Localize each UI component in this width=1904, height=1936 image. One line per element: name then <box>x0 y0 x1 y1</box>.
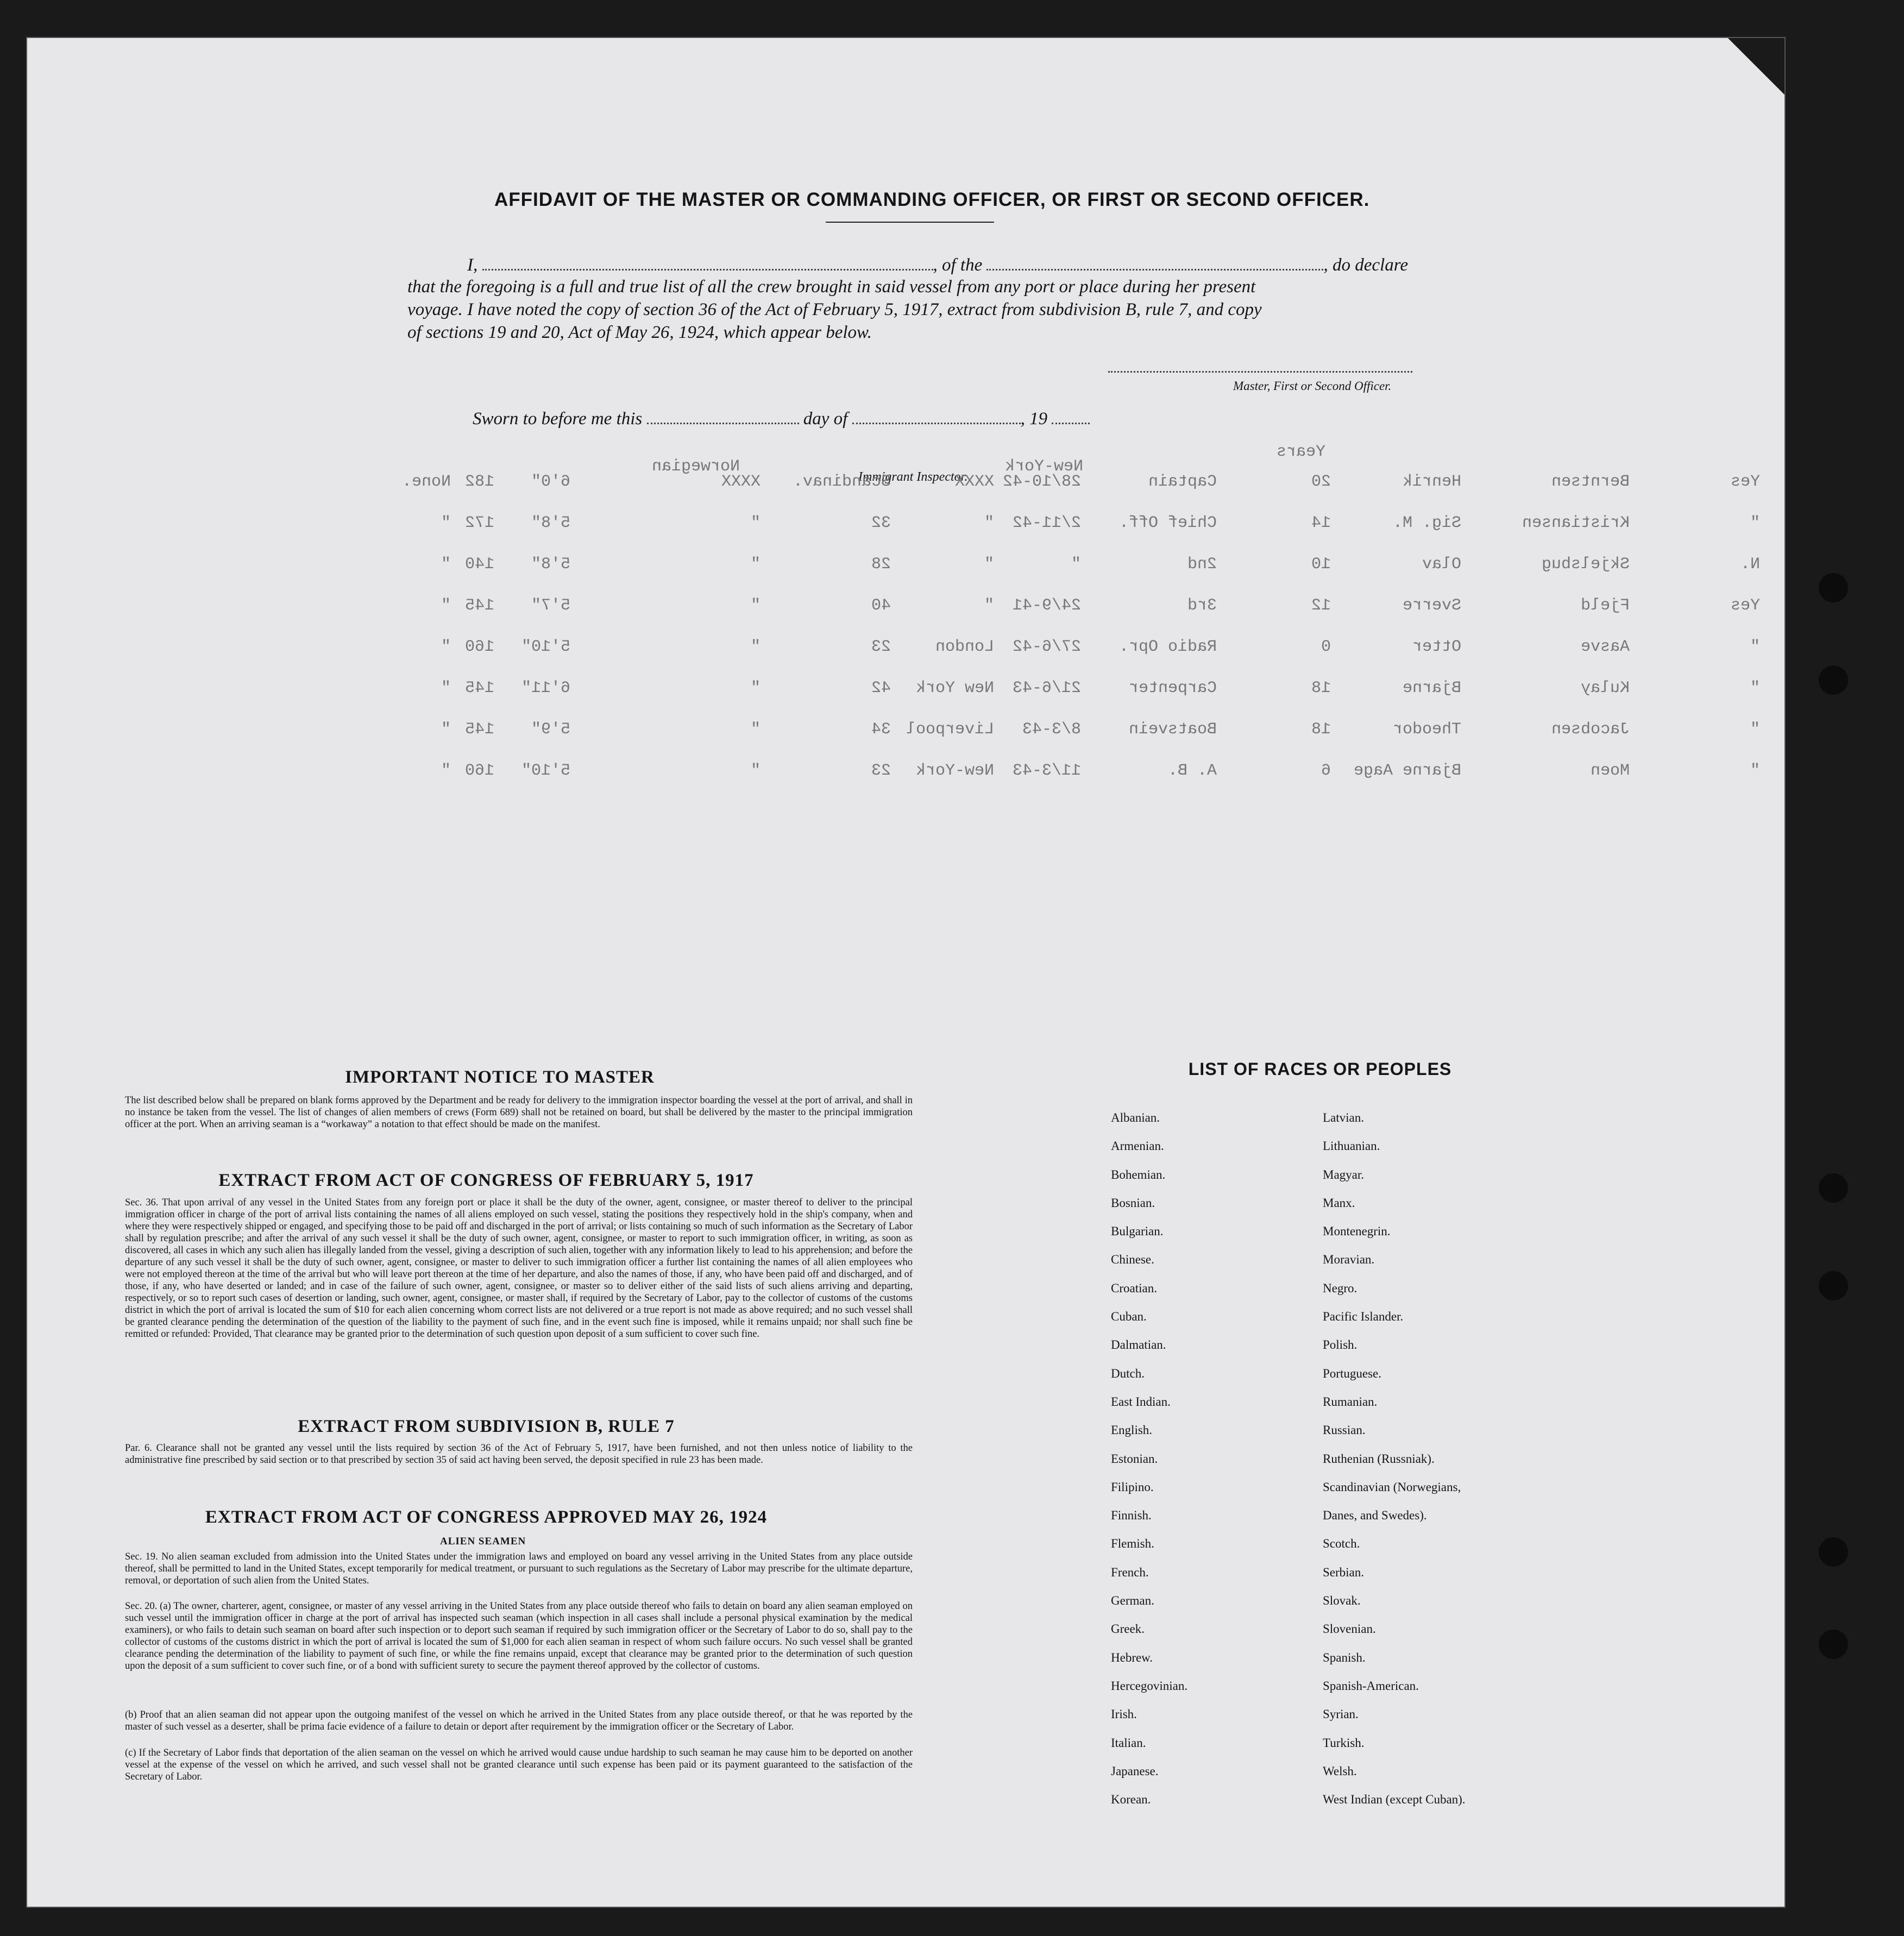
races-column-2 <box>1323 1104 1466 1814</box>
ghost-cell: " <box>751 555 761 574</box>
race-item: Latvian. <box>1323 1111 1364 1124</box>
ghost-cell: 5'8" <box>531 555 571 574</box>
ghost-cell: London <box>935 638 995 656</box>
affidavit-line-2: that the foregoing is a full and true list of all the crew brought in said vessel from any port or place during her present <box>407 277 1256 297</box>
race-item: Russian. <box>1323 1423 1366 1437</box>
race-item: Hercegovinian. <box>1111 1679 1188 1693</box>
ghost-cell: 40 <box>871 596 891 615</box>
ghost-cell: 6'0" <box>531 473 571 491</box>
race-item: Armenian. <box>1111 1139 1164 1153</box>
ghost-cell: " <box>751 514 761 532</box>
race-item: Welsh. <box>1323 1764 1357 1778</box>
ghost-cell: Aasve <box>1581 638 1630 656</box>
sworn-line <box>473 406 1179 430</box>
ghost-cell: 6 <box>1321 762 1331 780</box>
race-item: Filipino. <box>1111 1480 1154 1494</box>
race-item: East Indian. <box>1111 1394 1171 1409</box>
ghost-cell: Chief Off. <box>1119 514 1217 532</box>
race-item: Serbian. <box>1323 1565 1365 1579</box>
ghost-cell: " <box>1750 514 1761 532</box>
sec20c-text: (c) If the Secretary of Labor finds that deportation of the alien seaman on the vessel on which he arrived would cause undue hardship to such seaman he may cause him to be deported on another vessel at the expense of the vessel on which he arrived, and such vessel shall not be granted clearance until such expense has been paid or its payment guaranteed to the satisfaction of the Secretary of Labor. <box>125 1748 913 1782</box>
ghost-cell: 11/3-43 <box>1013 762 1082 780</box>
ghost-cell: A. B. <box>1168 762 1217 780</box>
race-item: Japanese. <box>1111 1764 1159 1778</box>
race-item: Albanian. <box>1111 1111 1160 1124</box>
sworn-day-field[interactable] <box>647 406 799 424</box>
race-item: Portuguese. <box>1323 1366 1381 1380</box>
sec20a-text: Sec. 20. (a) The owner, charterer, agent, consignee, or master of any vessel arriving in the United States from any place outside thereof who fails to detain on board any alien seaman employed on such vessel until the immigration officer in charge at the port of arrival has inspected such seaman (which inspection in all cases shall include a personal physical examination by the medical examiners), or who fails to detain such seaman on board after such inspection or to deport such seaman if required by such immigration officer or the Secretary of Labor to do so, shall pay to the collector of customs of the customs district in which the port of arrival is located the sum of $1,000 for each alien seaman in respect of whom such failure occurs. No such vessel shall be granted clearance pending the determination of the liability to payment of such fine, or while the fine remains unpaid, except that clearance may be granted prior to the determination of such question upon the deposit of a sum sufficient to cover such fine, or of a bond with sufficient surety to secure the payment thereof approved by the collector of customs. <box>125 1601 913 1671</box>
ghost-cell: New York <box>916 679 995 697</box>
ghost-cell: Boatsvein <box>1129 720 1217 739</box>
ghost-cell: 5'7" <box>531 596 571 615</box>
ghost-cell: 21/6-43 <box>1013 679 1082 697</box>
ghost-cell: " <box>751 720 761 739</box>
ghost-cell: 23 <box>871 762 891 780</box>
ghost-cell: 160 <box>465 762 495 780</box>
ghost-cell: " <box>441 762 451 780</box>
ghost-cell: " <box>1750 638 1761 656</box>
race-item: Pacific Islander. <box>1323 1310 1404 1324</box>
ghost-cell: Yes <box>1731 473 1761 491</box>
ghost-cell: 2nd <box>1187 555 1217 574</box>
ghost-cell: Berntsen <box>1551 473 1630 491</box>
ghost-cell: Sverre <box>1403 596 1462 615</box>
ghost-cell: 6'11" <box>521 679 571 697</box>
ghost-cell: Radio Opr. <box>1119 638 1217 656</box>
ghost-cell: 42 <box>871 679 891 697</box>
races-heading: LIST OF RACES OR PEOPLES <box>1188 1059 1452 1079</box>
ghost-cell: 8/3-43 <box>1022 720 1082 739</box>
affidavit-line-3: voyage. I have noted the copy of section 36 of the Act of February 5, 1917, extract from subdivision B, rule 7, and copy <box>407 300 1262 319</box>
race-item: Magyar. <box>1323 1167 1365 1181</box>
ghost-cell: 32 <box>871 514 891 532</box>
ghost-cell: Captain <box>1148 473 1217 491</box>
declarant-name-field[interactable] <box>482 253 933 271</box>
race-item: Chinese. <box>1111 1253 1154 1267</box>
ghost-cell: Fjeld <box>1581 596 1630 615</box>
ghost-cell: XXXX <box>721 473 761 491</box>
ghost-header-norwegian: Norwegian <box>652 457 740 476</box>
ghost-cell: 2/11-42 <box>1013 514 1082 532</box>
ghost-cell: Sig. M. <box>1393 514 1462 532</box>
sworn-month-field[interactable] <box>852 406 1021 424</box>
ghost-cell: None. <box>402 473 451 491</box>
race-item: German. <box>1111 1594 1154 1608</box>
ghost-cell: 28 <box>871 555 891 574</box>
ghost-cell: Jacobsen <box>1551 720 1630 739</box>
ghost-cell: Henrik <box>1403 473 1462 491</box>
ghost-cell: " <box>1750 679 1761 697</box>
ghost-header-years: Years <box>1277 443 1326 461</box>
rule7-heading: EXTRACT FROM SUBDIVISION B, RULE 7 <box>298 1417 675 1436</box>
vessel-name-field[interactable] <box>986 253 1323 271</box>
punch-hole <box>1819 1173 1848 1203</box>
race-item: Bulgarian. <box>1111 1224 1164 1239</box>
ghost-cell: " <box>441 638 451 656</box>
ghost-cell: Otter <box>1412 638 1462 656</box>
signature-line[interactable] <box>1108 371 1412 373</box>
sec19-text: Sec. 19. No alien seaman excluded from admission into the United States under the immigration laws and employed on board any vessel arriving in the United States from any place outside thereof, shall be permitted to land in the United States, except temporarily for medical treatment, or pursuant to such regulations as the Secretary of Labor may prescribe for the ultimate departure, removal, or deportation of such alien from the United States. <box>125 1551 913 1586</box>
race-item: Scotch. <box>1323 1537 1360 1551</box>
ghost-cell: " <box>751 762 761 780</box>
race-item: Turkish. <box>1323 1736 1365 1750</box>
punch-hole <box>1819 1537 1848 1567</box>
race-item: Irish. <box>1111 1707 1137 1721</box>
ghost-cell: " <box>1750 720 1761 739</box>
ghost-cell: " <box>441 720 451 739</box>
ghost-cell: 3rd <box>1187 596 1217 615</box>
ghost-cell: " <box>984 514 995 532</box>
ghost-cell: 27/6-42 <box>1013 638 1082 656</box>
ghost-cell: 10 <box>1311 555 1331 574</box>
race-item: Polish. <box>1323 1338 1358 1352</box>
punch-hole <box>1819 665 1848 695</box>
race-item: Rumanian. <box>1323 1394 1378 1409</box>
race-item: Slovak. <box>1323 1594 1361 1608</box>
ghost-cell: 140 <box>465 555 495 574</box>
ghost-cell: 160 <box>465 638 495 656</box>
ghost-cell: Carpenter <box>1129 679 1217 697</box>
ghost-cell: 18 <box>1311 679 1331 697</box>
sworn-year-field[interactable] <box>1052 406 1090 424</box>
extract-1917-text: Sec. 36. That upon arrival of any vessel in the United States from any foreign port or place it shall be the duty of the owner, agent, consignee, or master thereof to deliver to the principal immigration officer in charge of the port of arrival lists containing the names of all aliens employed on such vessel, stating the positions they respectively hold in the ship's company, when and where they were respectively shipped or engaged, and specifying those to be paid off and discharged in the port of arrival; or lists containing so much of such information as the Secretary of Labor shall by regulation prescribe; and after the arrival of any such vessel it shall be the duty of such owner, agent, consignee, or master to report to such immigration officer, in writing, as soon as discovered, all cases in which any such alien has illegally landed from the vessel, giving a description of such alien, together with any information likely to lead to his apprehension; and before the departure of any such vessel it shall be the duty of such owner, agent, consignee, or master to deliver to such immigration officer a further list containing the names of all alien employees who were not employed thereon at the time of the arrival but who will leave port thereon at the time of her departure, and also the names of those, if any, who have been paid off and discharged, and of those, if any, who have deserted or landed; and in case of the failure of such owner, agent, consignee, or master so to deliver either of the said lists of such aliens arriving and departing, respectively, or so to report such cases of desertion or landing, such owner, agent, consignee, or master shall, if required by the Secretary of Labor, pay to the collector of customs of the customs district in which the port of arrival is located the sum of $10 for each alien concerning whom correct lists are not delivered or a true report is not made as above required; and no such vessel shall be granted clearance pending the determination of the question of the liability to the payment of such fine, and in the event such fine is imposed, while it remains unpaid; nor shall such fine be remitted or refunded: Provided, That clearance may be granted prior to the determination of such question upon deposit of a sum sufficient to cover such fine. <box>125 1197 913 1340</box>
year-label: , 19 <box>1020 409 1048 429</box>
race-item: Croatian. <box>1111 1281 1157 1295</box>
ghost-header-newyork: New-York <box>1005 457 1084 476</box>
ghost-cell: N. <box>1740 555 1761 574</box>
day-of-label: day of <box>803 409 848 429</box>
race-item: Finnish. <box>1111 1508 1152 1523</box>
ghost-cell: " <box>1750 762 1761 780</box>
declarant-label: I, <box>467 255 478 275</box>
race-item: Dutch. <box>1111 1366 1145 1380</box>
notice-heading: IMPORTANT NOTICE TO MASTER <box>345 1067 655 1087</box>
rule7-text: Par. 6. Clearance shall not be granted any vessel until the lists required by section 36 of the Act of February 5, 1917, have been furnished, and not then unless notice of liability to the administrative fine prescribed by said section or to that prescribed by section 35 of said act having been served, the deposit specified in rule 23 has been made. <box>125 1443 913 1466</box>
ghost-cell: " <box>751 679 761 697</box>
extract-1917-heading: EXTRACT FROM ACT OF CONGRESS OF FEBRUARY 5, 1917 <box>218 1171 754 1190</box>
ghost-cell: 145 <box>465 720 495 739</box>
ghost-cell: " <box>441 555 451 574</box>
race-item: Ruthenian (Russniak). <box>1323 1451 1435 1466</box>
ghost-cell: Bjarne <box>1403 679 1462 697</box>
ghost-cell: 5'10" <box>521 762 571 780</box>
ghost-cell: 5'8" <box>531 514 571 532</box>
sworn-label: Sworn to before me this <box>473 409 643 429</box>
race-item: Dalmatian. <box>1111 1338 1166 1352</box>
race-item: Slovenian. <box>1323 1622 1376 1636</box>
ghost-cell: 24/9-41 <box>1013 596 1082 615</box>
race-item: Montenegrin. <box>1323 1224 1391 1239</box>
sec20b-text: (b) Proof that an alien seaman did not appear upon the outgoing manifest of the vessel on which he arrived in the United States from any place outside thereof, or that he was reported by the master of such vessel as a deserter, shall be prima facie evidence of a failure to detain or deport after requirement by the immigration officer or the Secretary of Labor. <box>125 1709 913 1732</box>
ghost-cell: " <box>984 555 995 574</box>
race-item: Estonian. <box>1111 1451 1158 1466</box>
affidavit-line-1 <box>467 253 1483 276</box>
punch-hole <box>1819 573 1848 602</box>
ghost-cell: Liverpool <box>906 720 995 739</box>
race-item: Flemish. <box>1111 1537 1154 1551</box>
race-item: Spanish. <box>1323 1650 1366 1664</box>
race-item: Lithuanian. <box>1323 1139 1380 1153</box>
ghost-cell: Olav <box>1422 555 1462 574</box>
race-item: Negro. <box>1323 1281 1358 1295</box>
ghost-cell: Yes <box>1731 596 1761 615</box>
ghost-cell: " <box>751 596 761 615</box>
race-item: English. <box>1111 1423 1153 1437</box>
extract-1924-heading: EXTRACT FROM ACT OF CONGRESS APPROVED MAY 26, 1924 <box>205 1507 768 1527</box>
ghost-cell: " <box>441 679 451 697</box>
race-item: Moravian. <box>1323 1253 1375 1267</box>
ghost-cell: 23 <box>871 638 891 656</box>
race-item: Korean. <box>1111 1793 1151 1807</box>
vessel-label: , of the <box>933 255 983 275</box>
ghost-cell: 0 <box>1321 638 1331 656</box>
ghost-cell: " <box>984 596 995 615</box>
ghost-cell: 5'9" <box>531 720 571 739</box>
ghost-cell: " <box>751 638 761 656</box>
inspector-label: Immigrant Inspector. <box>858 470 968 484</box>
ghost-cell: 145 <box>465 596 495 615</box>
ghost-cell: 182 <box>465 473 495 491</box>
race-item: West Indian (except Cuban). <box>1323 1793 1466 1807</box>
ghost-cell: 28/10-42 <box>1003 473 1082 491</box>
ghost-cell: 5'10" <box>521 638 571 656</box>
ghost-cell: 12 <box>1311 596 1331 615</box>
race-item: French. <box>1111 1565 1149 1579</box>
manifest-sheet <box>27 38 1784 1907</box>
ghost-cell: Theodor <box>1393 720 1462 739</box>
race-item: Danes, and Swedes). <box>1323 1508 1427 1523</box>
ghost-cell: Kristiansen <box>1522 514 1630 532</box>
race-item: Syrian. <box>1323 1707 1359 1721</box>
race-item: Greek. <box>1111 1622 1145 1636</box>
ghost-cell: " <box>441 596 451 615</box>
signature-label: Master, First or Second Officer. <box>1233 379 1392 393</box>
punch-hole <box>1819 1271 1848 1300</box>
declare-label: , do declare <box>1323 255 1408 275</box>
race-item: Bohemian. <box>1111 1167 1166 1181</box>
notice-text: The list described below shall be prepared on blank forms approved by the Department and be ready for delivery to the immigration inspector boarding the vessel at the port of arrival, and shall in no instance be taken from the vessel. The list of changes of alien members of crews (Form 689) shall not be retained on board, but shall be delivered by the master to the principal immigration officer at the port. When an arriving seaman is a “workaway” a notation to that effect should be made on the manifest. <box>125 1095 913 1130</box>
race-item: Hebrew. <box>1111 1650 1153 1664</box>
ghost-cell: Bjarne Aage <box>1354 762 1462 780</box>
ghost-cell: 18 <box>1311 720 1331 739</box>
title-underline <box>826 222 994 223</box>
race-item: Spanish-American. <box>1323 1679 1419 1693</box>
affidavit-title: AFFIDAVIT OF THE MASTER OR COMMANDING OFFICER, OR FIRST OR SECOND OFFICER. <box>494 189 1370 210</box>
race-item: Italian. <box>1111 1736 1146 1750</box>
ghost-cell: 145 <box>465 679 495 697</box>
race-item: Scandinavian (Norwegians, <box>1323 1480 1461 1494</box>
ghost-cell: 172 <box>465 514 495 532</box>
ghost-cell: New-York <box>916 762 995 780</box>
ghost-cell: Kulay <box>1581 679 1630 697</box>
race-item: Manx. <box>1323 1196 1355 1210</box>
alien-seamen-subheading: ALIEN SEAMEN <box>440 1536 526 1547</box>
ghost-cell: " <box>1071 555 1082 574</box>
ghost-cell: Skjelsbug <box>1542 555 1630 574</box>
punch-hole <box>1819 1630 1848 1659</box>
ghost-cell: 20 <box>1311 473 1331 491</box>
ghost-cell: " <box>441 514 451 532</box>
ghost-cell: Moen <box>1591 762 1630 780</box>
ghost-cell: Scandinav. <box>793 473 891 491</box>
ghost-cell: 34 <box>871 720 891 739</box>
ghost-cell: 14 <box>1311 514 1331 532</box>
race-item: Cuban. <box>1111 1310 1147 1324</box>
affidavit-line-4: of sections 19 and 20, Act of May 26, 1924, which appear below. <box>407 323 872 342</box>
ghost-cell: XXXX <box>955 473 995 491</box>
races-column-1 <box>1111 1104 1187 1814</box>
race-item: Bosnian. <box>1111 1196 1155 1210</box>
